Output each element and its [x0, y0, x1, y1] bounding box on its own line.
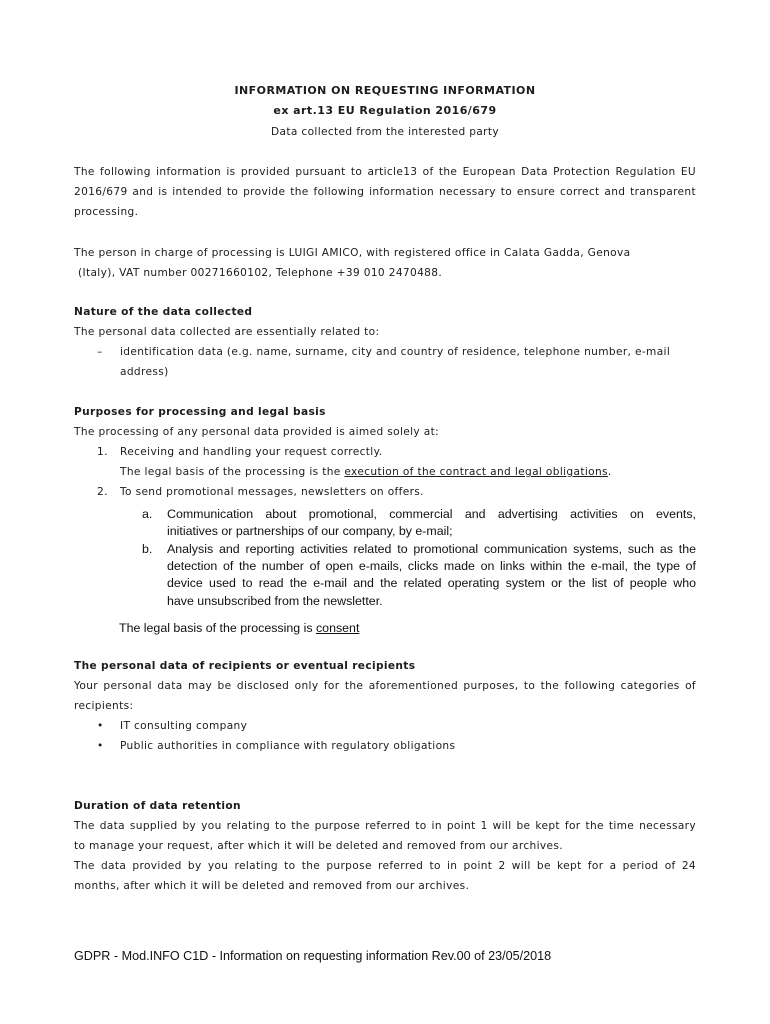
retention-line-3: The data provided by you relating to the purpose referred to in point 2 will be kept for a period of 24: [74, 860, 696, 872]
sub-marker-a: a.: [142, 507, 153, 521]
intro-line-2: 2016/679 and is intended to provide the following information necessary to ensure correct and transparent: [74, 186, 696, 198]
bullet-1: •: [97, 720, 104, 732]
recipients-line-2: recipients:: [74, 700, 134, 712]
purposes-heading: Purposes for processing and legal basis: [74, 406, 326, 418]
sub-marker-b: b.: [142, 542, 153, 556]
recipients-heading: The personal data of recipients or eventual recipients: [74, 660, 416, 672]
sub-b-line-3: device used to read the e-mail and the related operating system or the list of people who: [167, 576, 696, 590]
purpose-item-2: To send promotional messages, newsletters on offers.: [120, 486, 424, 498]
dash-bullet: –: [97, 346, 103, 358]
retention-line-1: The data supplied by you relating to the purpose referred to in point 1 will be kept for the time necessary: [74, 820, 696, 832]
sub-b-line-2: detection of the number of open e-mails, clicks made on links within the e-mail, the type of: [167, 559, 696, 573]
intro-line-3: processing.: [74, 206, 139, 218]
purpose-item-1: Receiving and handling your request correctly.: [120, 446, 383, 458]
sub-a-line-1: Communication about promotional, commercial and advertising activities on events,: [167, 507, 696, 521]
recipients-line-1: Your personal data may be disclosed only for the aforementioned purposes, to the following categories of: [74, 680, 696, 692]
retention-line-2: to manage your request, after which it will be deleted and removed from our archives.: [74, 840, 563, 852]
document-subtitle: ex art.13 EU Regulation 2016/679: [273, 104, 497, 117]
sub-b-line-1: Analysis and reporting activities related to promotional communication systems, such as the: [167, 542, 696, 556]
document-title: INFORMATION ON REQUESTING INFORMATION: [234, 84, 536, 97]
consent-prefix: The legal basis of the processing is: [119, 621, 316, 635]
recipient-item-1: IT consulting company: [120, 720, 248, 732]
purposes-text: The processing of any personal data provided is aimed solely at:: [74, 426, 440, 438]
retention-line-4: months, after which it will be deleted and removed from our archives.: [74, 880, 470, 892]
sub-a-line-2: initiatives or partnerships of our company, by e-mail;: [167, 524, 453, 538]
list-number-2: 2.: [97, 486, 108, 498]
nature-text: The personal data collected are essentially related to:: [74, 326, 380, 338]
controller-line-2: (Italy), VAT number 00271660102, Telephone +39 010 2470488.: [78, 267, 443, 279]
controller-line-1: The person in charge of processing is LUIGI AMICO, with registered office in Calata Gadda, Genova: [74, 247, 631, 259]
legal-basis-suffix: .: [607, 466, 612, 478]
recipient-item-2: Public authorities in compliance with regulatory obligations: [120, 740, 456, 752]
document-caption: Data collected from the interested party: [271, 126, 499, 138]
sub-b-line-4: have unsubscribed from the newsletter.: [167, 594, 383, 608]
intro-line-1: The following information is provided pursuant to article13 of the European Data Protection Regulation EU: [74, 166, 696, 178]
retention-heading: Duration of data retention: [74, 800, 241, 812]
page-footer: GDPR - Mod.INFO C1D - Information on requesting information Rev.00 of 23/05/2018: [74, 949, 552, 963]
purpose-item-1-legal-basis: [120, 462, 612, 482]
bullet-2: •: [97, 740, 104, 752]
nature-heading: Nature of the data collected: [74, 306, 253, 318]
nature-item-line-1: identification data (e.g. name, surname, city and country of residence, telephone number, e-mail: [120, 346, 671, 358]
consent-link: consent: [315, 621, 360, 635]
legal-basis-link: execution of the contract and legal obligations: [344, 466, 608, 478]
nature-item-line-2: address): [120, 366, 169, 378]
list-number-1: 1.: [97, 446, 108, 458]
consent-legal-basis: [119, 620, 359, 637]
legal-basis-prefix: The legal basis of the processing is the: [120, 466, 345, 478]
